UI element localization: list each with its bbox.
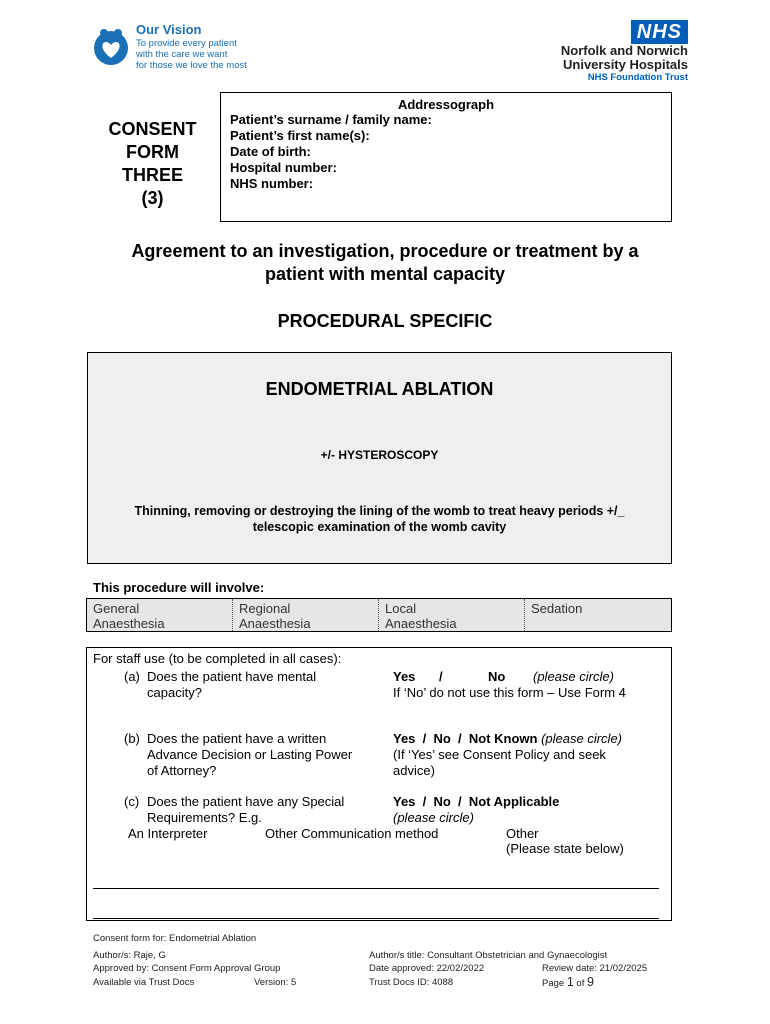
answer-no[interactable]: No <box>488 669 506 684</box>
question-a: Does the patient have mental <box>147 669 317 684</box>
option-label: Anaesthesia <box>239 616 311 631</box>
question-b: Does the patient have a written <box>147 731 327 746</box>
footer-page-number <box>542 975 594 989</box>
patient-first-name-field: Patient’s first name(s): <box>230 128 370 143</box>
org-name-line: University Hospitals <box>563 57 688 72</box>
footer-approved-by: Approved by: Consent Form Approval Group <box>93 963 281 974</box>
option-regional-anaesthesia[interactable] <box>233 599 379 631</box>
question-b: of Attorney? <box>147 763 217 778</box>
footer-date-approved: Date approved: 22/02/2022 <box>369 963 485 974</box>
org-name-line: Norfolk and Norwich <box>560 43 688 58</box>
write-in-line[interactable] <box>93 888 659 889</box>
answer-note: (If ‘Yes’ see Consent Policy and seek <box>393 747 606 762</box>
footer-consent-for: Consent form for: Endometrial Ablation <box>93 933 257 944</box>
nhs-trust-logo <box>488 20 688 84</box>
option-other-note: (Please state below) <box>506 841 624 856</box>
vision-line: for those we love the most <box>136 60 247 71</box>
nhs-logo: NHS <box>631 20 688 44</box>
option-label: General <box>93 601 140 616</box>
agreement-heading-line: Agreement to an investigation, procedure or treatment by a <box>131 241 639 261</box>
involve-label: This procedure will involve: <box>93 580 265 595</box>
org-trust: NHS Foundation Trust <box>587 72 688 83</box>
addressograph-box <box>220 92 672 222</box>
answer-yes[interactable]: Yes <box>393 669 416 684</box>
question-marker: (c) <box>124 794 140 809</box>
question-marker: (a) <box>124 669 140 684</box>
hospital-number-field: Hospital number: <box>230 160 337 175</box>
heart-people-icon <box>90 24 132 66</box>
vision-title: Our Vision <box>136 22 202 37</box>
question-b: Advance Decision or Lasting Power <box>147 747 353 762</box>
vision-line: To provide every patient <box>136 38 237 49</box>
option-local-anaesthesia[interactable] <box>379 599 525 631</box>
footer-available: Available via Trust Docs <box>93 977 195 988</box>
procedure-subtitle: +/- HYSTEROSCOPY <box>320 448 439 462</box>
consent-title-line: (3) <box>141 188 164 208</box>
please-circle-note: (please circle) <box>393 810 474 825</box>
footer-authors: Author/s: Raje, G <box>93 950 166 961</box>
patient-surname-field: Patient’s surname / family name: <box>230 112 432 127</box>
procedure-description-line: Thinning, removing or destroying the lining of the womb to treat heavy periods +/_ <box>134 504 625 518</box>
option-label: Regional <box>239 601 291 616</box>
procedure-name: ENDOMETRIAL ABLATION <box>265 379 494 399</box>
vision-line: with the care we want <box>136 49 228 60</box>
answer-options-b <box>393 731 622 747</box>
please-circle-note: (please circle) <box>541 731 623 746</box>
footer-review-date: Review date: 21/02/2025 <box>542 963 648 974</box>
option-other-communication[interactable]: Other Communication method <box>265 826 439 841</box>
answer-choices[interactable]: Yes / No / Not Applicable <box>393 794 560 809</box>
option-label: Anaesthesia <box>93 616 165 631</box>
staff-intro: For staff use (to be completed in all cases): <box>93 651 342 666</box>
consent-form-title <box>95 118 210 210</box>
consent-title-line: THREE <box>121 165 183 185</box>
procedure-description-line: telescopic examination of the womb cavity <box>252 520 507 534</box>
page-of: of <box>576 978 585 989</box>
page-total: 9 <box>587 975 594 989</box>
agreement-heading <box>85 240 685 286</box>
option-interpreter[interactable]: An Interpreter <box>128 826 208 841</box>
please-circle-note: (please circle) <box>533 669 614 684</box>
option-label: Sedation <box>531 601 583 616</box>
question-c: Does the patient have any Special <box>147 794 345 809</box>
staff-use-box <box>86 647 672 921</box>
page-current: 1 <box>566 975 574 989</box>
nhs-number-field: NHS number: <box>230 176 314 191</box>
write-in-line[interactable] <box>93 918 659 919</box>
answer-note: If ‘No’ do not use this form – Use Form 4 <box>393 685 626 700</box>
consent-title-line: FORM <box>126 142 179 162</box>
our-vision-logo <box>90 22 280 72</box>
answer-choices[interactable]: Yes / No / Not Known <box>393 731 538 746</box>
addressograph-heading: Addressograph <box>397 97 495 112</box>
procedure-box <box>87 352 672 564</box>
footer-version: Version: 5 <box>254 977 297 988</box>
question-c: Requirements? E.g. <box>147 810 262 825</box>
option-label: Local <box>385 601 417 616</box>
answer-note: advice) <box>393 763 435 778</box>
option-general-anaesthesia[interactable] <box>87 599 233 631</box>
procedural-specific-heading: PROCEDURAL SPECIFIC <box>277 311 493 331</box>
answer-separator: / <box>439 669 443 684</box>
procedure-description <box>88 503 671 535</box>
anaesthesia-options <box>86 598 672 632</box>
option-sedation[interactable] <box>525 599 671 631</box>
option-label: Anaesthesia <box>385 616 457 631</box>
date-of-birth-field: Date of birth: <box>230 144 311 159</box>
agreement-heading-line: patient with mental capacity <box>264 264 506 284</box>
footer-trust-docs-id: Trust Docs ID: 4088 <box>369 977 454 988</box>
consent-title-line: CONSENT <box>108 119 197 139</box>
footer-author-title: Author/s title: Consultant Obstetrician and Gynaecologist <box>369 950 608 961</box>
page-label: Page <box>542 978 565 989</box>
option-other[interactable]: Other <box>506 826 539 841</box>
question-a: capacity? <box>147 685 202 700</box>
question-marker: (b) <box>124 731 140 746</box>
